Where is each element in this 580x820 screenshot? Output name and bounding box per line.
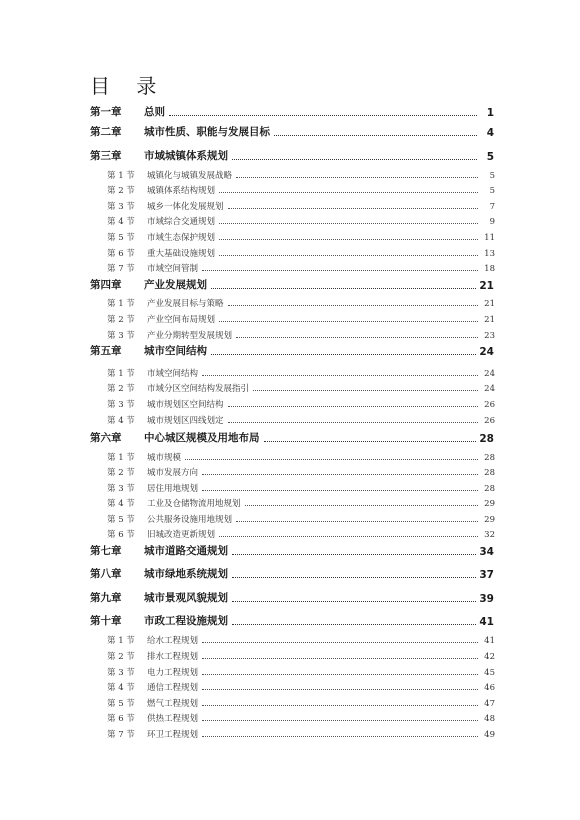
toc-section-entry[interactable] xyxy=(107,498,495,509)
toc-section-entry[interactable] xyxy=(107,298,495,309)
toc-chapter-entry[interactable] xyxy=(90,105,494,119)
toc-chapter-entry[interactable] xyxy=(90,567,494,581)
toc-section-entry[interactable] xyxy=(107,514,495,525)
entry-title: 市域空间结构 xyxy=(147,369,199,379)
dot-leader xyxy=(219,191,478,193)
toc-chapter-entry[interactable] xyxy=(90,591,494,605)
dot-leader xyxy=(228,405,478,407)
entry-title: 城市性质、职能与发展目标 xyxy=(144,126,270,138)
toc-section-entry[interactable] xyxy=(107,452,495,463)
toc-section-entry[interactable] xyxy=(107,729,495,740)
entry-page-number: 28 xyxy=(484,453,495,463)
entry-page-number: 11 xyxy=(484,233,495,243)
entry-page-number: 41 xyxy=(479,616,494,628)
dot-leader xyxy=(202,374,478,376)
entry-number: 第 3 节 xyxy=(107,331,135,341)
entry-title: 旧城改造更新规划 xyxy=(147,530,216,540)
dot-leader xyxy=(232,623,476,625)
entry-page-number: 39 xyxy=(479,593,494,605)
entry-title: 城镇体系结构规划 xyxy=(147,186,216,196)
entry-number: 第 1 节 xyxy=(107,299,135,309)
entry-number: 第 1 节 xyxy=(107,369,135,379)
entry-title: 城市景观风貌规划 xyxy=(144,592,228,604)
entry-number: 第 4 节 xyxy=(107,683,135,693)
toc-chapter-entry[interactable] xyxy=(90,149,494,163)
toc-section-entry[interactable] xyxy=(107,399,495,410)
toc-section-entry[interactable] xyxy=(107,415,495,426)
entry-title: 市域综合交通规划 xyxy=(147,217,216,227)
dot-leader xyxy=(232,158,477,160)
entry-page-number: 21 xyxy=(484,299,495,309)
entry-title: 供热工程规划 xyxy=(147,714,199,724)
toc-chapter-entry[interactable] xyxy=(90,614,494,628)
entry-number: 第六章 xyxy=(90,432,122,444)
entry-number: 第四章 xyxy=(90,279,122,291)
entry-page-number: 26 xyxy=(484,416,495,426)
dot-leader xyxy=(232,576,476,578)
entry-number: 第 5 节 xyxy=(107,233,135,243)
toc-section-entry[interactable] xyxy=(107,232,495,243)
dot-leader xyxy=(232,553,476,555)
entry-title: 城市规模 xyxy=(147,453,182,463)
entry-title: 产业发展规划 xyxy=(144,279,207,291)
toc-section-entry[interactable] xyxy=(107,651,495,662)
entry-number: 第 1 节 xyxy=(107,453,135,463)
entry-title: 产业空间布局规划 xyxy=(147,315,216,325)
entry-title: 公共服务设施用地规划 xyxy=(147,515,233,525)
entry-page-number: 5 xyxy=(489,186,495,196)
entry-title: 城乡一体化发展规划 xyxy=(147,202,224,212)
entry-title: 重大基础设施规划 xyxy=(147,249,216,259)
entry-page-number: 4 xyxy=(486,127,494,139)
entry-page-number: 21 xyxy=(484,315,495,325)
entry-title: 工业及仓储物流用地规划 xyxy=(147,499,241,509)
entry-page-number: 29 xyxy=(484,515,495,525)
toc-chapter-entry[interactable] xyxy=(90,544,494,558)
toc-title: 目 录 xyxy=(90,74,167,98)
entry-page-number: 5 xyxy=(489,171,495,181)
entry-title: 城市发展方向 xyxy=(147,468,199,478)
entry-title: 城市空间结构 xyxy=(144,345,207,357)
entry-title: 城镇化与城镇发展战略 xyxy=(147,171,233,181)
toc-section-entry[interactable] xyxy=(107,185,495,196)
toc-section-entry[interactable] xyxy=(107,682,495,693)
toc-chapter-entry[interactable] xyxy=(90,278,494,292)
entry-number: 第 2 节 xyxy=(107,186,135,196)
dot-leader xyxy=(236,176,478,178)
entry-title: 产业发展目标与策略 xyxy=(147,299,224,309)
dot-leader xyxy=(169,114,477,116)
toc-section-entry[interactable] xyxy=(107,713,495,724)
toc-section-entry[interactable] xyxy=(107,483,495,494)
dot-leader xyxy=(253,389,478,391)
entry-page-number: 46 xyxy=(484,683,495,693)
entry-number: 第五章 xyxy=(90,345,122,357)
entry-page-number: 42 xyxy=(484,652,495,662)
entry-number: 第 3 节 xyxy=(107,202,135,212)
entry-number: 第 2 节 xyxy=(107,384,135,394)
dot-leader xyxy=(219,238,478,240)
entry-title: 电力工程规划 xyxy=(147,668,199,678)
entry-title: 市域城镇体系规划 xyxy=(144,150,228,162)
dot-leader xyxy=(274,134,477,136)
toc-section-entry[interactable] xyxy=(107,529,495,540)
dot-leader xyxy=(219,254,478,256)
dot-leader xyxy=(211,287,476,289)
dot-leader xyxy=(202,489,478,491)
entry-number: 第 3 节 xyxy=(107,400,135,410)
entry-number: 第 6 节 xyxy=(107,249,135,259)
entry-number: 第 2 节 xyxy=(107,468,135,478)
entry-title: 通信工程规划 xyxy=(147,683,199,693)
toc-section-entry[interactable] xyxy=(107,248,495,259)
toc-section-entry[interactable] xyxy=(107,368,495,379)
entry-number: 第十章 xyxy=(90,615,122,627)
entry-title: 给水工程规划 xyxy=(147,636,199,646)
toc-section-entry[interactable] xyxy=(107,314,495,325)
dot-leader xyxy=(264,440,477,442)
entry-number: 第 1 节 xyxy=(107,636,135,646)
entry-page-number: 9 xyxy=(489,217,495,227)
entry-title: 市政工程设施规划 xyxy=(144,615,228,627)
toc-chapter-entry[interactable] xyxy=(90,431,494,445)
entry-number: 第 6 节 xyxy=(107,714,135,724)
toc-section-entry[interactable] xyxy=(107,216,495,227)
entry-number: 第九章 xyxy=(90,592,122,604)
entry-title: 城市规划区空间结构 xyxy=(147,400,224,410)
entry-number: 第 3 节 xyxy=(107,484,135,494)
dot-leader xyxy=(245,504,478,506)
toc-chapter-entry[interactable] xyxy=(90,344,494,358)
entry-page-number: 21 xyxy=(479,280,494,292)
entry-title: 中心城区规模及用地布局 xyxy=(144,432,260,444)
entry-number: 第 5 节 xyxy=(107,699,135,709)
entry-number: 第 6 节 xyxy=(107,530,135,540)
entry-page-number: 1 xyxy=(486,107,494,119)
entry-page-number: 18 xyxy=(484,264,495,274)
entry-page-number: 45 xyxy=(484,668,495,678)
entry-number: 第 2 节 xyxy=(107,315,135,325)
dot-leader xyxy=(236,336,478,338)
entry-title: 市域空间管制 xyxy=(147,264,199,274)
entry-title: 环卫工程规划 xyxy=(147,730,199,740)
entry-page-number: 48 xyxy=(484,714,495,724)
entry-number: 第七章 xyxy=(90,545,122,557)
toc-section-entry[interactable] xyxy=(107,635,495,646)
entry-number: 第 4 节 xyxy=(107,499,135,509)
entry-title: 总则 xyxy=(144,106,165,118)
entry-title: 排水工程规划 xyxy=(147,652,199,662)
entry-page-number: 49 xyxy=(484,730,495,740)
entry-page-number: 32 xyxy=(484,530,495,540)
dot-leader xyxy=(219,320,478,322)
entry-number: 第 3 节 xyxy=(107,668,135,678)
toc-section-entry[interactable] xyxy=(107,698,495,709)
entry-page-number: 29 xyxy=(484,499,495,509)
entry-page-number: 26 xyxy=(484,400,495,410)
dot-leader xyxy=(202,657,478,659)
entry-page-number: 24 xyxy=(484,384,495,394)
toc-section-entry[interactable] xyxy=(107,170,495,181)
entry-page-number: 34 xyxy=(479,546,494,558)
entry-page-number: 7 xyxy=(489,202,495,212)
entry-title: 城市绿地系统规划 xyxy=(144,568,228,580)
entry-page-number: 24 xyxy=(484,369,495,379)
dot-leader xyxy=(228,304,478,306)
dot-leader xyxy=(202,269,478,271)
entry-number: 第 1 节 xyxy=(107,171,135,181)
entry-page-number: 47 xyxy=(484,699,495,709)
entry-title: 燃气工程规划 xyxy=(147,699,199,709)
dot-leader xyxy=(236,520,478,522)
entry-number: 第 7 节 xyxy=(107,264,135,274)
entry-title: 市域分区空间结构发展指引 xyxy=(147,384,250,394)
entry-page-number: 28 xyxy=(484,468,495,478)
dot-leader xyxy=(228,421,478,423)
entry-number: 第二章 xyxy=(90,126,122,138)
toc-section-entry[interactable] xyxy=(107,201,495,212)
dot-leader xyxy=(202,688,478,690)
dot-leader xyxy=(202,673,478,675)
dot-leader xyxy=(202,735,478,737)
toc-section-entry[interactable] xyxy=(107,263,495,274)
entry-page-number: 37 xyxy=(479,569,494,581)
entry-page-number: 28 xyxy=(479,433,494,445)
dot-leader xyxy=(185,458,478,460)
toc-chapter-entry[interactable] xyxy=(90,125,494,139)
entry-number: 第 5 节 xyxy=(107,515,135,525)
toc-section-entry[interactable] xyxy=(107,330,495,341)
dot-leader xyxy=(202,641,478,643)
dot-leader xyxy=(232,600,476,602)
entry-number: 第 4 节 xyxy=(107,217,135,227)
dot-leader xyxy=(202,473,478,475)
dot-leader xyxy=(228,207,478,209)
entry-page-number: 5 xyxy=(486,151,494,163)
dot-leader xyxy=(202,719,478,721)
entry-number: 第 4 节 xyxy=(107,416,135,426)
entry-title: 居住用地规划 xyxy=(147,484,199,494)
entry-number: 第八章 xyxy=(90,568,122,580)
dot-leader xyxy=(202,704,478,706)
entry-title: 产业分期转型发展规划 xyxy=(147,331,233,341)
entry-page-number: 13 xyxy=(484,249,495,259)
entry-title: 市域生态保护规划 xyxy=(147,233,216,243)
entry-number: 第 7 节 xyxy=(107,730,135,740)
toc-section-entry[interactable] xyxy=(107,467,495,478)
toc-section-entry[interactable] xyxy=(107,667,495,678)
entry-page-number: 24 xyxy=(479,346,494,358)
entry-title: 城市道路交通规划 xyxy=(144,545,228,557)
toc-section-entry[interactable] xyxy=(107,383,495,394)
entry-number: 第三章 xyxy=(90,150,122,162)
dot-leader xyxy=(219,222,478,224)
dot-leader xyxy=(211,353,476,355)
entry-page-number: 41 xyxy=(484,636,495,646)
entry-title: 城市规划区四线划定 xyxy=(147,416,224,426)
entry-number: 第 2 节 xyxy=(107,652,135,662)
entry-number: 第一章 xyxy=(90,106,122,118)
entry-page-number: 28 xyxy=(484,484,495,494)
dot-leader xyxy=(219,535,478,537)
entry-page-number: 23 xyxy=(484,331,495,341)
